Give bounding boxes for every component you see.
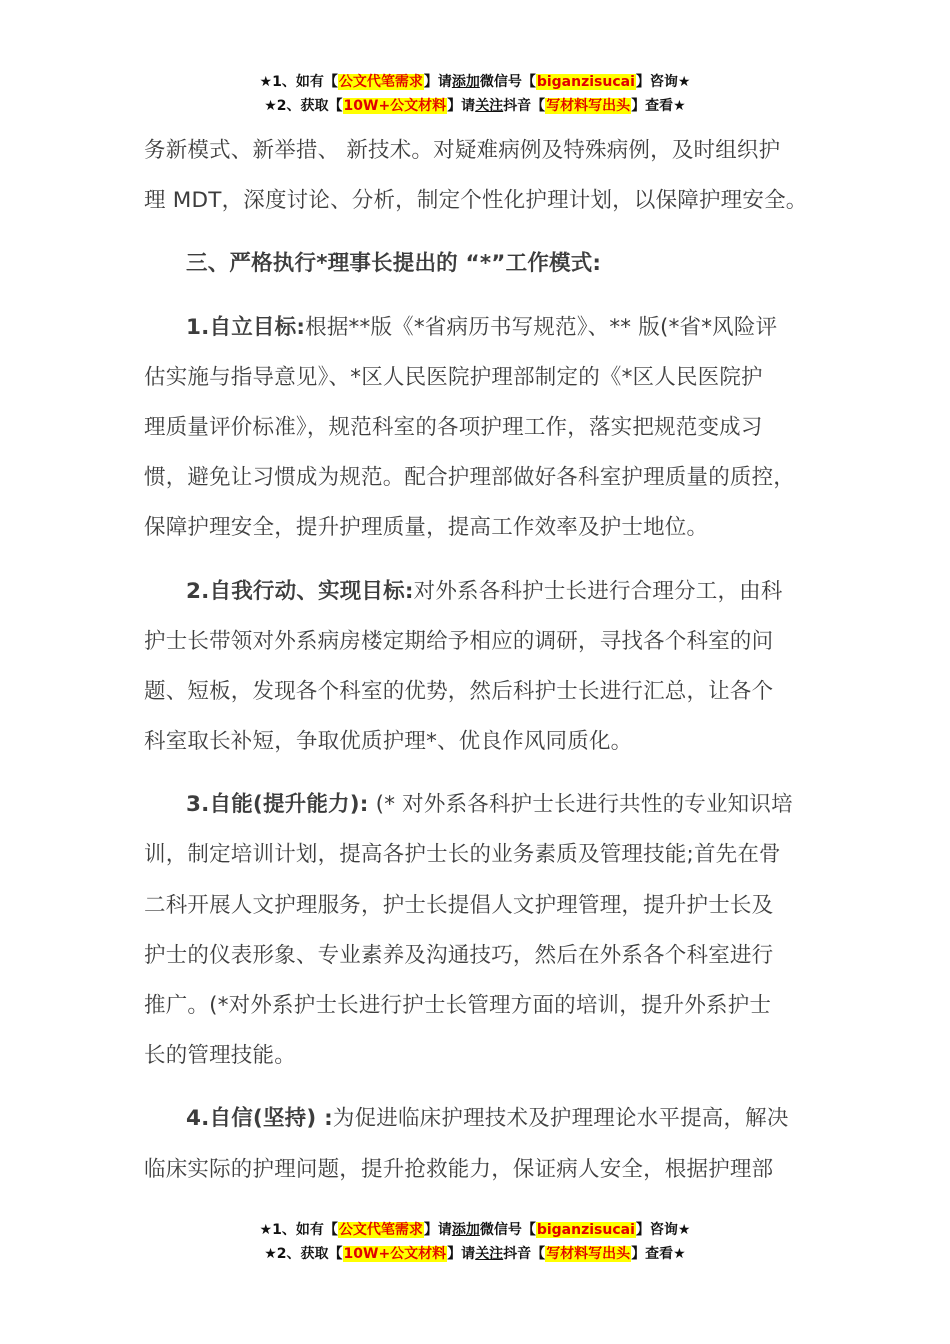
banner-line-1	[0, 70, 950, 94]
banner-underline: 添加	[451, 1222, 480, 1238]
body-line: 长的管理技能。	[144, 1043, 296, 1069]
body-line: 科室取长补短，争取优质护理*、优良作风同质化。	[144, 729, 633, 755]
banner-text: ★1、如有【	[259, 1222, 338, 1238]
document-body	[144, 126, 834, 1195]
banner-highlight: 写材料写出头	[546, 1246, 631, 1262]
banner-text: 微信号【	[479, 74, 536, 90]
banner-text: 抖音【	[503, 1246, 546, 1262]
banner-text: 】请	[423, 1222, 452, 1238]
paragraph-4-first-line	[144, 1094, 834, 1144]
paragraph-1-first-line	[144, 303, 834, 353]
body-line: 估实施与指导意见》、*区人民医院护理部制定的《*区人民医院护	[144, 364, 763, 390]
banner-line-1	[0, 1218, 950, 1242]
banner-text: 微信号【	[479, 1222, 536, 1238]
banner-line-2	[0, 1242, 950, 1266]
paragraph-lead: 1.自立目标:	[186, 314, 306, 340]
banner-text: 】请	[423, 74, 452, 90]
banner-text: 】咨询★	[635, 74, 691, 90]
section-heading: 三、严格执行*理事长提出的 “*”工作模式:	[186, 251, 602, 277]
banner-line-2	[0, 94, 950, 118]
body-line: 护士长带领对外系病房楼定期给予相应的调研，寻找各个科室的问	[144, 628, 774, 654]
banner-text: ★1、如有【	[259, 74, 338, 90]
body-line: 理质量评价标准》，规范科室的各项护理工作，落实把规范变成习	[144, 414, 763, 440]
body-text: 为促进临床护理技术及护理理论水平提高，解决	[332, 1106, 789, 1132]
top-banner	[0, 70, 950, 118]
banner-text: 抖音【	[503, 98, 546, 114]
banner-text: 】查看★	[631, 1246, 686, 1262]
body-line: 护士的仪表形象、专业素养及沟通技巧，然后在外系各个科室进行	[144, 942, 774, 968]
bottom-banner	[0, 1218, 950, 1266]
banner-underline: 关注	[475, 1246, 504, 1262]
paragraph-lead: 4.自信(坚持) :	[186, 1106, 333, 1132]
banner-highlight: 10W+公文材料	[343, 1246, 447, 1262]
paragraph-lead: 2.自我行动、实现目标:	[186, 578, 414, 604]
body-line: 务新模式、新举措、 新技术。对疑难病例及特殊病例，及时组织护	[144, 138, 781, 163]
banner-text: 】请	[447, 98, 476, 114]
banner-text: ★2、获取【	[264, 1246, 343, 1262]
body-line: 惯，避免让习惯成为规范。配合护理部做好各科室护理质量的质控，	[144, 465, 796, 491]
paragraph-3-first-line	[144, 780, 834, 830]
banner-highlight: 10W+公文材料	[343, 98, 447, 114]
body-line: 理 MDT，深度讨论、分析，制定个性化护理计划，以保障护理安全。	[144, 188, 808, 214]
banner-underline: 关注	[475, 98, 504, 114]
body-line: 训，制定培训计划，提高各护士长的业务素质及管理技能;首先在骨	[144, 842, 781, 868]
body-line: 临床实际的护理问题，提升抢救能力，保证病人安全，根据护理部	[144, 1156, 774, 1182]
body-line: 保障护理安全，提升护理质量，提高工作效率及护士地位。	[144, 515, 709, 541]
banner-highlight: 写材料写出头	[546, 98, 631, 114]
body-text: 对外系各科护士长进行合理分工，由科	[413, 578, 783, 604]
body-text: (* 对外系各科护士长进行共性的专业知识培	[368, 792, 793, 818]
banner-highlight: biganzisucai	[536, 1222, 635, 1238]
banner-highlight: 公文代笔需求	[338, 74, 423, 90]
banner-text: 】查看★	[631, 98, 686, 114]
banner-underline: 添加	[451, 74, 480, 90]
paragraph-2-first-line	[144, 567, 834, 617]
banner-text: ★2、获取【	[264, 98, 343, 114]
body-line: 题、短板，发现各个科室的优势，然后科护士长进行汇总，让各个	[144, 678, 774, 704]
banner-highlight: 公文代笔需求	[338, 1222, 423, 1238]
banner-highlight: biganzisucai	[536, 74, 635, 90]
banner-text: 】请	[447, 1246, 476, 1262]
body-text: 根据**版《*省病历书写规范》、** 版(*省*风险评	[305, 314, 778, 340]
body-line: 推广。(*对外系护士长进行护士长管理方面的培训，提升外系护士	[144, 993, 772, 1018]
paragraph-lead: 3.自能(提升能力):	[186, 792, 369, 818]
body-line: 二科开展人文护理服务，护士长提倡人文护理管理，提升护士长及	[144, 892, 774, 918]
banner-text: 】咨询★	[635, 1222, 691, 1238]
